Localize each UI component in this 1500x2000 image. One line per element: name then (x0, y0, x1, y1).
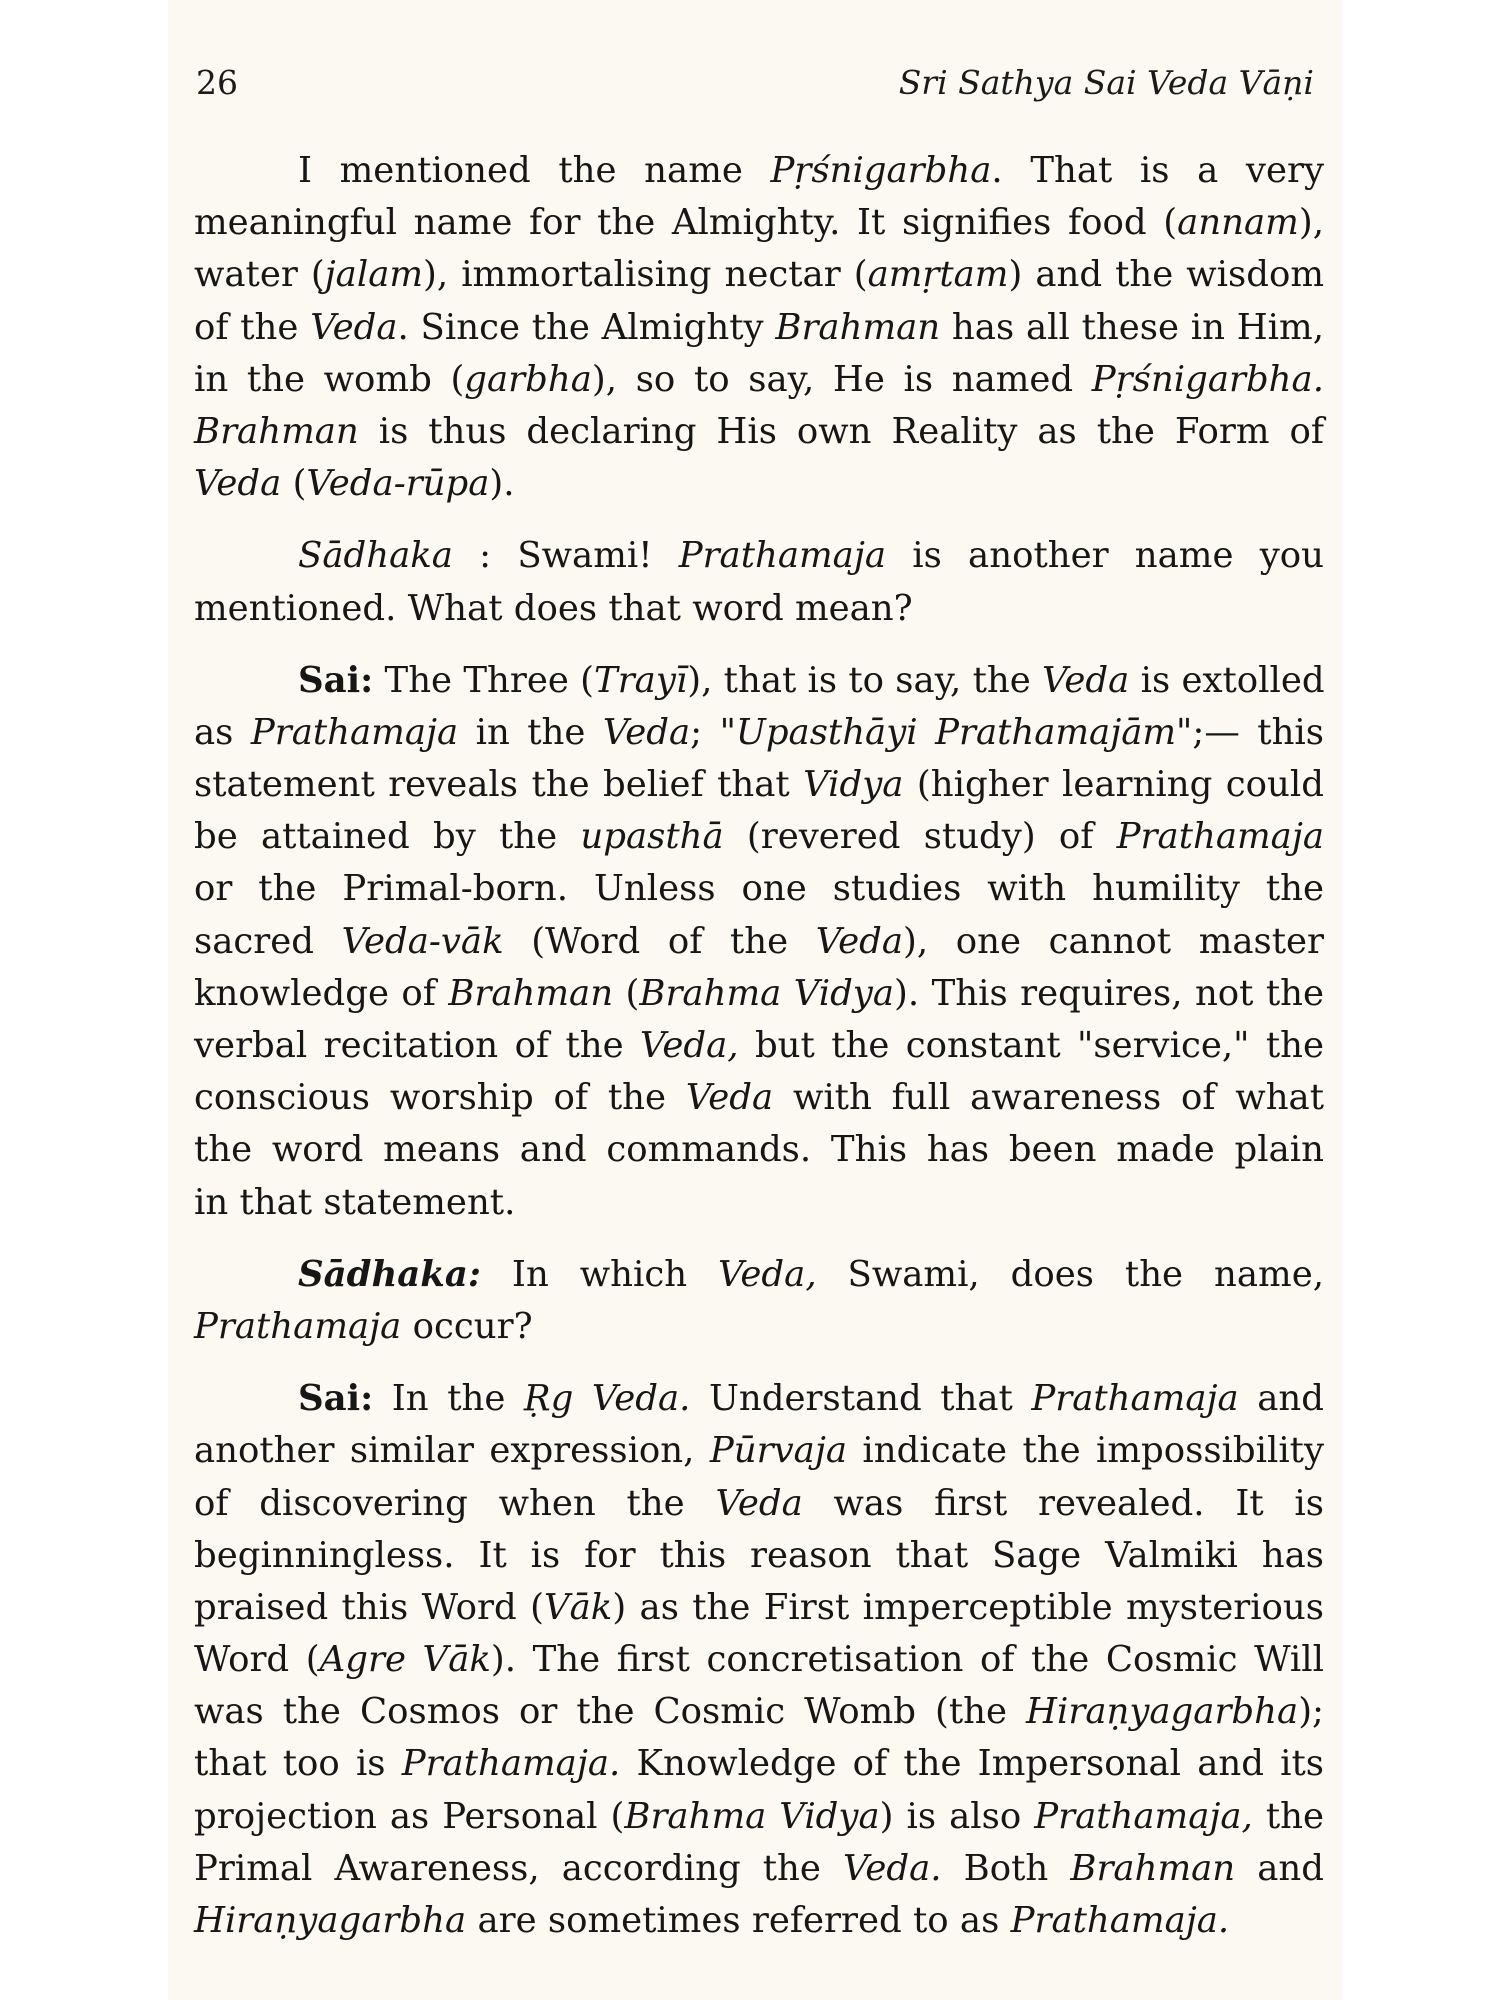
text-line: praised this Word (Vāk) as the First imperceptible mysterious (194, 1586, 1325, 1628)
text-line: Sai: In the Ṛg Veda. Understand that Prathamaja and (298, 1378, 1324, 1420)
text-line: be attained by the upasthā (revered study) of Prathamaja (194, 816, 1324, 858)
page-number: 26 (196, 63, 238, 102)
book-page (168, 0, 1342, 2000)
text-line: of discovering when the Veda was first revealed. It is (194, 1482, 1324, 1524)
text-line: conscious worship of the Veda with full awareness of what (194, 1077, 1324, 1119)
text-line: Hiraṇyagarbha are sometimes referred to as Prathamaja. (194, 1900, 1230, 1941)
body-text (194, 145, 1324, 1967)
text-line: in the womb (garbha), so to say, He is named Pṛśnigarbha. (194, 358, 1324, 400)
text-line: Veda (Veda-rūpa). (194, 463, 515, 505)
text-line: projection as Personal (Brahma Vidya) is also Prathamaja, the (194, 1795, 1324, 1837)
text-line: knowledge of Brahman (Brahma Vidya). This requires, not the (194, 972, 1324, 1014)
text-line: that too is Prathamaja. Knowledge of the Impersonal and its (194, 1743, 1324, 1785)
text-line: sacred Veda-vāk (Word of the Veda), one cannot master (194, 920, 1324, 962)
text-line: Sai: The Three (Trayī), that is to say, the Veda is extolled (298, 659, 1325, 701)
text-line: mentioned. What does that word mean? (194, 587, 913, 629)
text-line: statement reveals the belief that Vidya (higher learning could (194, 764, 1324, 806)
text-line: the word means and commands. This has been made plain (194, 1129, 1324, 1171)
running-head (196, 58, 1314, 108)
text-line: water (jalam), immortalising nectar (amṛtam) and the wisdom (194, 254, 1324, 296)
text-line: in that statement. (194, 1181, 516, 1223)
text-line: of the Veda. Since the Almighty Brahman has all these in Him, (194, 306, 1324, 348)
text-line: another similar expression, Pūrvaja indicate the impossibility (194, 1430, 1325, 1472)
paragraph (194, 1373, 1324, 1947)
text-line: Primal Awareness, according the Veda. Both Brahman and (194, 1847, 1324, 1889)
text-line: Sādhaka : Swami! Prathamaja is another name you (298, 535, 1324, 577)
text-line: I mentioned the name Pṛśnigarbha. That is a very (298, 150, 1324, 191)
paragraph (194, 1249, 1324, 1353)
text-line: Prathamaja occur? (194, 1305, 533, 1347)
text-line: was the Cosmos or the Cosmic Womb (the Hiraṇyagarbha); (194, 1691, 1324, 1733)
text-line: verbal recitation of the Veda, but the constant "service," the (194, 1025, 1324, 1066)
text-line: beginningless. It is for this reason that Sage Valmiki has (194, 1534, 1324, 1576)
text-line: as Prathamaja in the Veda; "Upasthāyi Prathamajām";— this (194, 711, 1324, 753)
text-line: or the Primal-born. Unless one studies with humility the (194, 868, 1324, 910)
text-line: Word (Agre Vāk). The first concretisation of the Cosmic Will (194, 1639, 1324, 1681)
book-title: Sri Sathya Sai Veda Vāṇi (898, 63, 1314, 102)
paragraph (194, 530, 1324, 634)
paragraph (194, 145, 1324, 510)
text-line: Sādhaka: In which Veda, Swami, does the name, (298, 1253, 1324, 1295)
paragraph (194, 655, 1324, 1229)
text-line: meaningful name for the Almighty. It signifies food (annam), (194, 202, 1324, 244)
text-line: Brahman is thus declaring His own Reality as the Form of (194, 410, 1324, 452)
